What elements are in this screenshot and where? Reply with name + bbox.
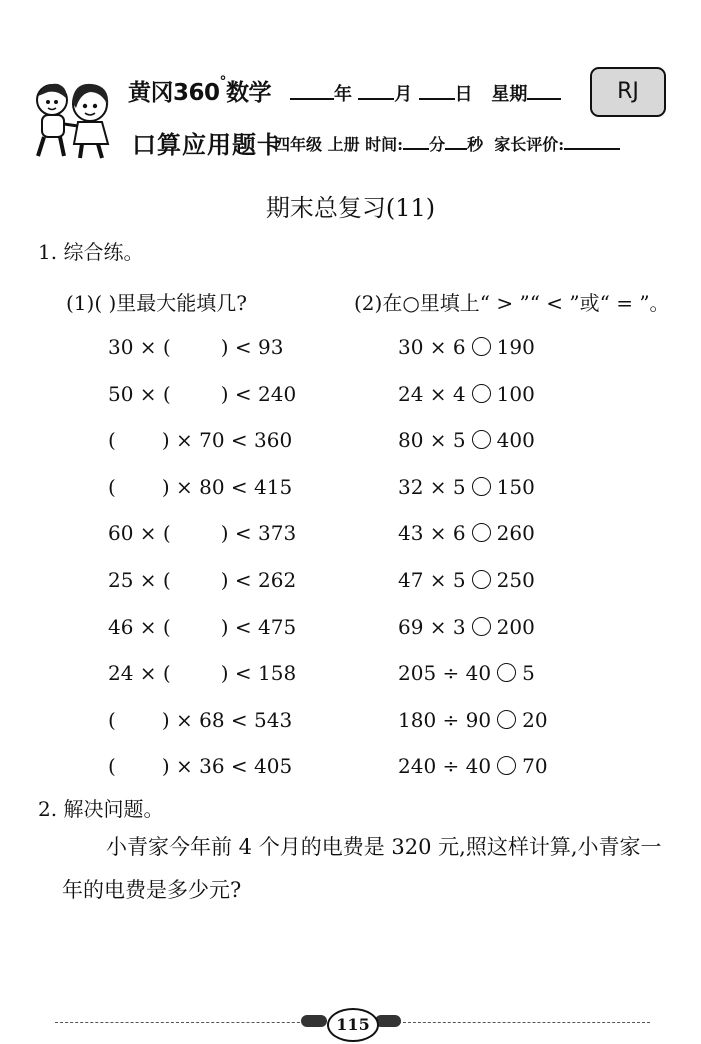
q1-title: 1. 综合练。: [38, 240, 144, 264]
date-line: [290, 80, 561, 106]
row-expression-right: ) < 475: [220, 614, 297, 639]
q2-problem-text: 小青家今年前 4 个月的电费是 320 元,照这样计算,小青家一年的电费是多少元?: [62, 835, 662, 902]
part2-row: [398, 568, 535, 592]
month-label: 月: [394, 84, 413, 105]
part2-row: [398, 708, 548, 732]
weekday-label: 星期: [491, 84, 528, 105]
row-expression-right: ) < 93: [220, 335, 284, 359]
card-title: 口算应用题卡: [132, 131, 282, 159]
compare-circle[interactable]: [472, 477, 491, 496]
row-expression-right: ) < 240: [220, 381, 297, 406]
compare-right: 20: [522, 707, 548, 732]
part1-row: [108, 382, 296, 406]
brand-title: 黄冈360°数学: [128, 74, 272, 106]
minute-label: 分: [429, 135, 446, 154]
row-expression-left: 46 × (: [108, 614, 171, 639]
part2-row: [398, 428, 535, 452]
part1-row: [108, 521, 296, 545]
row-expression-right: ) < 262: [220, 568, 297, 592]
q1-part2-title: (2)在○里填上“ > ”“ < ”或“ = ”。: [354, 291, 670, 315]
row-expression-left: (: [108, 428, 116, 453]
row-expression-left: (: [108, 474, 116, 499]
compare-right: 100: [496, 381, 535, 406]
day-label: 日: [454, 84, 473, 105]
compare-left: 43 × 6: [398, 521, 466, 546]
part1-row: [108, 754, 292, 778]
page-number: 115: [327, 1008, 379, 1042]
row-expression-left: (: [108, 707, 116, 732]
time-label: 时间:: [365, 135, 404, 154]
compare-circle[interactable]: [472, 430, 491, 449]
part2-row: [398, 475, 535, 499]
compare-right: 150: [496, 474, 535, 499]
compare-circle[interactable]: [472, 523, 491, 542]
part2-row: [398, 754, 548, 778]
compare-circle[interactable]: [497, 710, 516, 729]
part1-row: [108, 708, 292, 732]
compare-left: 30 × 6: [398, 335, 466, 359]
row-expression-right: ) < 158: [220, 661, 297, 686]
row-expression-left: 25 × (: [108, 568, 171, 592]
edition-badge: RJ: [590, 67, 666, 117]
row-expression-right: ) × 70 < 360: [161, 428, 293, 453]
children-logo-icon: [22, 78, 122, 164]
row-expression-right: ) × 68 < 543: [161, 707, 293, 732]
footer-divider-left: [55, 1022, 315, 1023]
compare-right: 260: [496, 521, 535, 546]
compare-right: 200: [496, 614, 535, 639]
row-expression-left: 24 × (: [108, 661, 171, 686]
compare-left: 240 ÷ 40: [398, 754, 492, 779]
part2-row: [398, 335, 535, 359]
row-expression-right: ) < 373: [220, 521, 297, 546]
compare-circle[interactable]: [497, 663, 516, 682]
compare-right: 190: [496, 335, 535, 359]
compare-circle[interactable]: [472, 617, 491, 636]
grade-line: [274, 132, 620, 155]
compare-circle[interactable]: [497, 756, 516, 775]
part1-row: [108, 428, 292, 452]
compare-circle[interactable]: [472, 570, 491, 589]
row-expression-left: 50 × (: [108, 381, 171, 406]
row-expression-right: ) × 36 < 405: [161, 754, 293, 779]
q2-title: 2. 解决问题。: [38, 797, 164, 821]
part1-row: [108, 615, 296, 639]
part2-row: [398, 615, 535, 639]
grade-label: 四年级 上册: [274, 135, 360, 154]
compare-left: 180 ÷ 90: [398, 707, 492, 732]
footer-divider-right: [388, 1022, 650, 1023]
compare-right: 400: [496, 428, 535, 453]
row-expression-right: ) × 80 < 415: [161, 474, 293, 499]
part1-row: [108, 661, 296, 685]
row-expression-left: 60 × (: [108, 521, 171, 546]
footer-ornament-left: [301, 1015, 327, 1027]
row-expression-left: 30 × (: [108, 335, 171, 359]
second-label: 秒: [467, 135, 484, 154]
compare-circle[interactable]: [472, 337, 491, 356]
part1-row: [108, 475, 292, 499]
compare-left: 24 × 4: [398, 381, 466, 406]
compare-left: 205 ÷ 40: [398, 661, 492, 686]
compare-left: 32 × 5: [398, 474, 466, 499]
parent-eval-label: 家长评价:: [494, 135, 565, 154]
part2-row: [398, 661, 535, 685]
section-title: 期末总复习(11): [265, 194, 436, 222]
part2-row: [398, 382, 535, 406]
part1-row: [108, 335, 283, 359]
compare-right: 5: [522, 661, 535, 686]
compare-left: 80 × 5: [398, 428, 466, 453]
compare-left: 47 × 5: [398, 568, 466, 592]
compare-left: 69 × 3: [398, 614, 466, 639]
year-label: 年: [334, 84, 352, 105]
row-expression-left: (: [108, 754, 116, 779]
q1-part1-title: (1)( )里最大能填几?: [66, 291, 248, 315]
compare-right: 250: [496, 568, 535, 592]
part1-row: [108, 568, 296, 592]
compare-right: 70: [522, 754, 548, 779]
part2-row: [398, 521, 535, 545]
compare-circle[interactable]: [472, 384, 491, 403]
